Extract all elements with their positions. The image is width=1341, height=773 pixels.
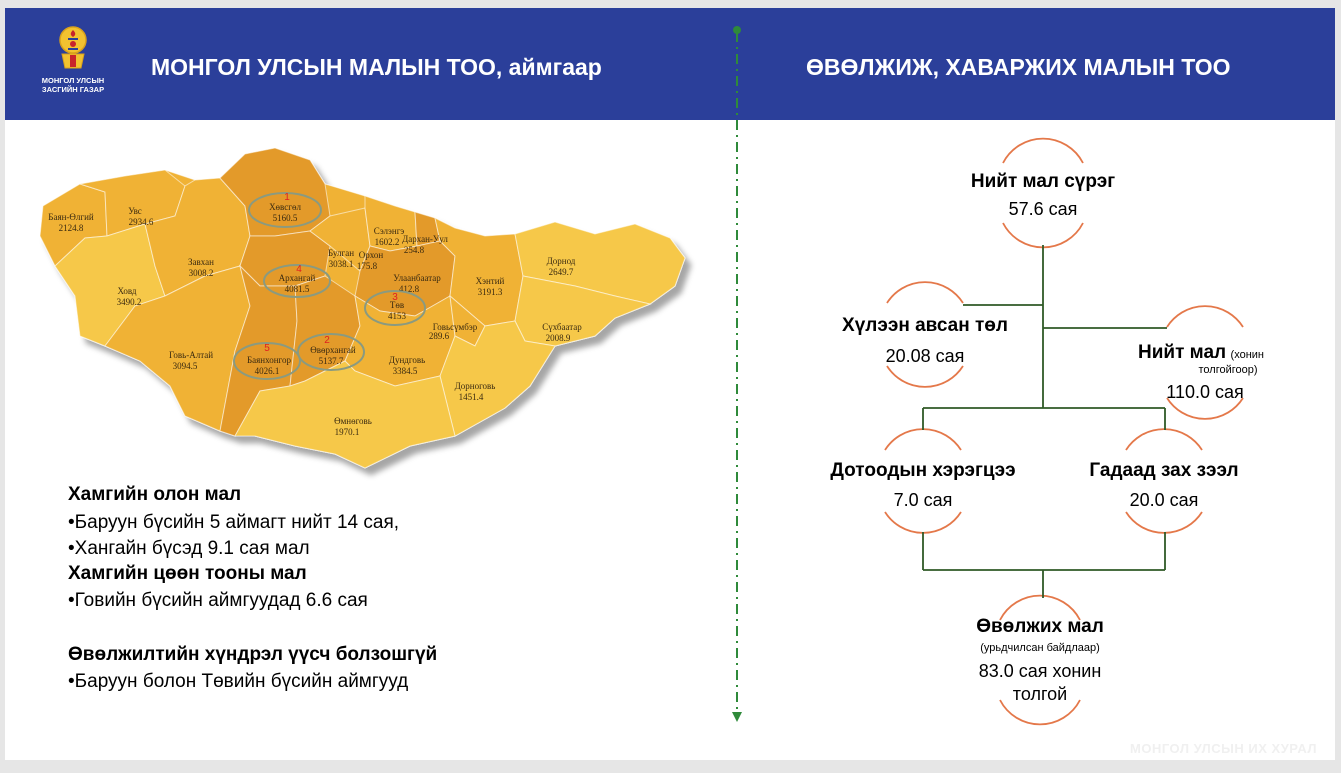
soyombo-emblem-icon	[57, 24, 89, 74]
aimag-value: 3094.5	[172, 361, 198, 371]
total-sheep-sublabel-a: (хонин	[1230, 349, 1265, 361]
aimag-name: Сүхбаатар	[542, 322, 582, 332]
aimag-value: 2008.9	[545, 333, 571, 343]
aimag-value: 3008.2	[188, 268, 214, 278]
aimag-name: Дархан-Уул	[402, 234, 448, 244]
header-bar	[5, 8, 1335, 120]
note-most-heading: Хамгийн олон мал	[68, 484, 242, 505]
external-value: 20.0 сая	[1129, 490, 1199, 510]
aimag-value: 1602.2	[374, 237, 400, 247]
aimag-value: 5137.7	[318, 356, 344, 366]
left-title: МОНГОЛ УЛСЫН МАЛЫН ТОО, аймгаар	[151, 54, 602, 80]
node-arc	[885, 429, 961, 450]
aimag-value: 3384.5	[392, 366, 418, 376]
aimag-value: 3490.2	[116, 297, 142, 307]
aimag-value: 5160.5	[272, 213, 298, 223]
note-risk-heading: Өвөлжилтийн хүндрэл үүсч болзошгүй	[68, 644, 438, 665]
note-most-line1: •Баруун бүсийн 5 аймагт нийт 14 сая,	[68, 512, 400, 533]
vertical-divider	[729, 18, 745, 723]
aimag-name: Увс	[128, 206, 142, 216]
node-arc	[1126, 512, 1202, 533]
rank-label: 1	[284, 192, 290, 203]
aimag-name: Говь-Алтай	[168, 350, 214, 360]
aimag-value: 254.8	[403, 245, 425, 255]
watermark: МОНГОЛ УЛСЫН ИХ ХУРАЛ	[1130, 741, 1317, 756]
rank-label: 3	[392, 292, 398, 303]
aimag-value: 1451.4	[458, 392, 484, 402]
node-arc	[1126, 429, 1202, 450]
aimag-name: Орхон	[358, 250, 384, 260]
logo-text-line2: ЗАСГИЙН ГАЗАР	[41, 85, 105, 94]
aimag-value: 1970.1	[334, 427, 360, 437]
external-label: Гадаад зах зээл	[1089, 460, 1239, 481]
aimag-name: Дорноговь	[454, 381, 496, 391]
aimag-value: 289.6	[428, 331, 450, 341]
wintering-label: Өвөлжих мал	[976, 616, 1104, 637]
domestic-label: Дотоодын хэрэгцээ	[830, 460, 1016, 481]
rank-label: 2	[324, 335, 330, 346]
node-arc	[887, 366, 963, 387]
total-sheep-sublabel-b: толгойгоор)	[1198, 364, 1258, 376]
note-most-line2: •Хангайн бүсэд 9.1 сая мал	[68, 538, 310, 559]
young-label: Хүлээн авсан төл	[842, 315, 1008, 336]
total-sheep-label: Нийт мал	[1137, 342, 1227, 363]
aimag-name: Төв	[389, 300, 405, 310]
aimag-name: Өвөрхангай	[310, 345, 356, 355]
node-arc	[1167, 306, 1243, 327]
aimag-name: Сэлэнгэ	[373, 226, 405, 236]
aimag-name: Дорнод	[546, 256, 576, 266]
aimag-value: 4153	[388, 311, 406, 321]
aimag-name: Завхан	[188, 257, 214, 267]
aimag-name: Баян-Өлгий	[48, 212, 94, 222]
total-sheep-value: 110.0 сая	[1166, 382, 1244, 402]
aimag-value: 3191.3	[477, 287, 503, 297]
aimag-name: Дундговь	[388, 355, 426, 365]
mongolia-livestock-map	[35, 146, 700, 488]
aimag-name: Баянхонгор	[246, 355, 292, 365]
aimag-name: Хөвсгөл	[269, 202, 301, 212]
note-least-line1: •Говийн бүсийн аймгуудад 6.6 сая	[68, 590, 368, 611]
aimag-value: 4026.1	[254, 366, 280, 376]
rank-label: 4	[296, 264, 302, 275]
wintering-value-line1: 83.0 сая хонин	[978, 661, 1102, 681]
aimag-value: 4081.5	[284, 284, 310, 294]
aimag-name: Говьсүмбэр	[432, 322, 478, 332]
aimag-value: 412.8	[398, 284, 420, 294]
wintering-value-line2: толгой	[1012, 684, 1068, 704]
slide	[5, 8, 1335, 760]
node-arc	[1003, 223, 1083, 247]
wintering-sublabel: (урьдчилсан байдлаар)	[980, 642, 1100, 654]
aimag-name: Ховд	[117, 286, 137, 296]
logo-text-line1: МОНГОЛ УЛСЫН	[41, 76, 105, 85]
domestic-value: 7.0 сая	[893, 490, 953, 510]
livestock-flow-diagram	[745, 120, 1335, 740]
total-herd-value: 57.6 сая	[1008, 199, 1078, 219]
aimag-value: 2124.8	[58, 223, 84, 233]
total-sheep-header	[1138, 342, 1264, 364]
aimag-name: Булган	[327, 248, 355, 258]
aimag-value: 2934.6	[128, 217, 154, 227]
node-arc	[1003, 139, 1083, 163]
young-value: 20.08 сая	[885, 346, 965, 366]
node-arc	[885, 512, 961, 533]
aimag-value: 175.8	[356, 261, 378, 271]
aimag-value: 3038.1	[328, 259, 354, 269]
note-least-heading: Хамгийн цөөн тооны мал	[68, 563, 307, 584]
note-risk-line1: •Баруун болон Төвийн бүсийн аймгууд	[68, 671, 409, 692]
total-herd-label: Нийт мал сүрэг	[970, 171, 1116, 192]
node-arc	[887, 282, 963, 303]
aimag-name: Улаанбаатар	[393, 273, 441, 283]
aimag-name: Өмнөговь	[334, 416, 372, 426]
aimag-name: Хэнтий	[475, 276, 505, 286]
rank-label: 5	[264, 343, 270, 354]
aimag-name: Архангай	[278, 273, 316, 283]
aimag-value: 2649.7	[548, 267, 574, 277]
government-logo	[33, 24, 113, 104]
right-title: ӨВӨЛЖИЖ, ХАВАРЖИХ МАЛЫН ТОО	[806, 54, 1231, 80]
